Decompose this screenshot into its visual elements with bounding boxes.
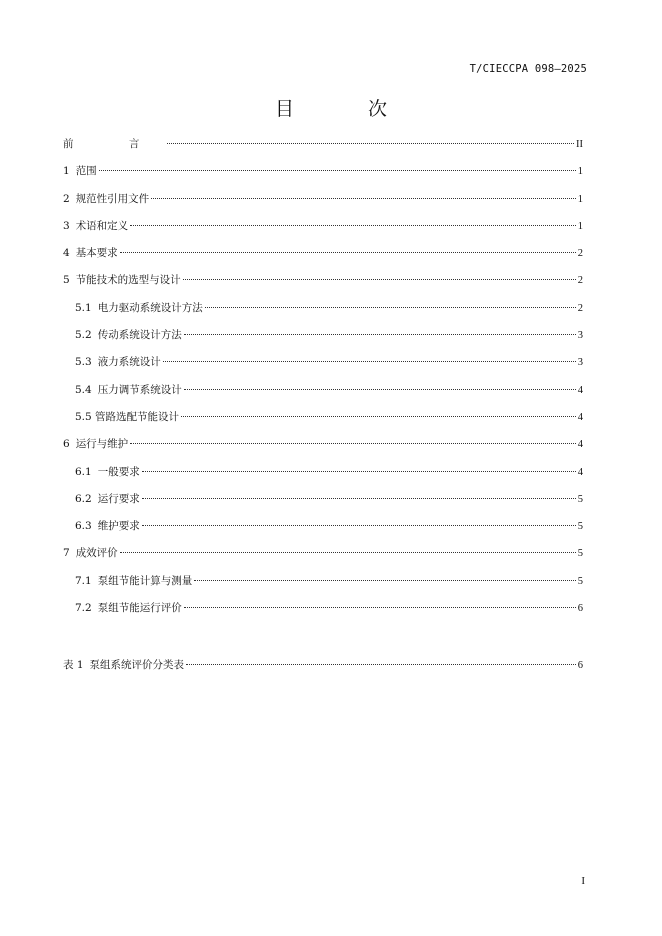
- toc-entry-label: 泵组节能计算与测量: [97, 574, 193, 587]
- toc-entry[interactable]: [63, 544, 583, 571]
- toc-entry-page: 6: [577, 603, 583, 615]
- toc-entry-number: 2: [63, 192, 70, 205]
- toc-entry-page: 1: [577, 193, 583, 205]
- toc-entry-number: 5.1: [75, 301, 92, 314]
- toc-entry-label: 泵组系统评价分类表: [89, 659, 185, 671]
- toc-dot-leader: [99, 170, 576, 171]
- toc-entry-label: 泵组节能运行评价: [97, 602, 182, 615]
- toc-dot-leader: [163, 361, 576, 362]
- toc-entry-number: 7.1: [75, 574, 92, 587]
- toc-entry-label: 维护要求: [97, 520, 140, 533]
- toc-entry-label: 传动系统设计方法: [97, 329, 182, 342]
- toc-entry[interactable]: [63, 408, 583, 435]
- toc-entry-number: 表 1: [63, 659, 84, 671]
- toc-entry-number: 7: [63, 547, 70, 560]
- toc-entry-number: 5: [63, 274, 70, 287]
- toc-dot-leader: [130, 443, 576, 444]
- toc-entry-label: 术语和定义: [75, 219, 129, 232]
- toc-entry[interactable]: [63, 381, 583, 408]
- toc-entry-page: 4: [577, 466, 583, 478]
- toc-entry-page: 5: [577, 521, 583, 533]
- page-title: 目 次: [274, 98, 422, 120]
- toc-entry-page: 5: [577, 575, 583, 587]
- toc-entry-number: 6.3: [75, 520, 92, 533]
- toc-entry[interactable]: [63, 190, 583, 217]
- toc-entry-label: 一般要求: [97, 465, 140, 478]
- toc-entry-number: 4: [63, 247, 70, 260]
- toc-entry-number: 6.2: [75, 492, 92, 505]
- toc-entry-page: 3: [577, 357, 583, 369]
- toc-entry[interactable]: [63, 517, 583, 544]
- toc-entry-label: 电力驱动系统设计方法: [97, 301, 203, 314]
- toc-entry-label: 运行与维护: [75, 438, 129, 451]
- toc-entry[interactable]: [63, 490, 583, 517]
- toc-dot-leader: [181, 416, 576, 417]
- toc-entry-page: 4: [577, 384, 583, 396]
- toc-entry-page: 4: [577, 411, 583, 423]
- toc-entry-number: 3: [63, 219, 70, 232]
- toc-entry-label: 液力系统设计: [97, 356, 161, 369]
- toc-dot-leader: [142, 498, 576, 499]
- toc-entry-page: 2: [577, 275, 583, 287]
- toc-entry-number: 6: [63, 438, 70, 451]
- toc-entry-number: 6.1: [75, 465, 92, 478]
- toc-dot-leader: [184, 389, 576, 390]
- toc-dot-leader: [130, 225, 576, 226]
- toc-entry[interactable]: [63, 572, 583, 599]
- toc-entry-label: 前 言: [63, 138, 166, 150]
- toc-entry[interactable]: [63, 244, 583, 271]
- toc-entry-label: 运行要求: [97, 492, 140, 505]
- toc-entry[interactable]: [63, 656, 583, 683]
- toc-entry[interactable]: [63, 217, 583, 244]
- toc-dot-leader: [194, 580, 576, 581]
- toc-entry-page: 5: [577, 548, 583, 560]
- toc-entry-label: 范围: [75, 165, 97, 178]
- toc-dot-leader: [205, 307, 576, 308]
- toc-entry-page: 1: [577, 220, 583, 232]
- toc-entry-label: 节能技术的选型与设计: [75, 274, 181, 287]
- toc-entry-number: 5.2: [75, 329, 92, 342]
- toc-entry-page: 6: [577, 660, 583, 671]
- toc-dot-leader: [142, 471, 576, 472]
- toc-entry-label: 压力调节系统设计: [97, 383, 182, 396]
- toc-dot-leader: [186, 664, 576, 665]
- toc-entry[interactable]: [63, 299, 583, 326]
- page-number: I: [581, 875, 585, 887]
- toc-entry-page: 2: [577, 302, 583, 314]
- document-code: T/CIECCPA 098—2025: [469, 63, 587, 75]
- toc-entry-label: 规范性引用文件: [75, 192, 150, 205]
- toc-dot-leader: [120, 252, 576, 253]
- toc-entry[interactable]: [63, 599, 583, 626]
- toc-dot-leader: [142, 525, 576, 526]
- toc-entry[interactable]: [63, 326, 583, 353]
- toc-entry-label: 成效评价: [75, 547, 118, 560]
- toc-entry[interactable]: [63, 271, 583, 298]
- toc-entry[interactable]: [63, 463, 583, 490]
- toc-entry-label: 基本要求: [75, 247, 118, 260]
- toc-entry-number: 5.3: [75, 356, 92, 369]
- toc-entry-number: 5.4: [75, 383, 92, 396]
- toc-entry-label: 5.5 管路选配节能设计: [75, 410, 180, 423]
- toc-dot-leader: [120, 552, 576, 553]
- toc-entry-page: 4: [577, 439, 583, 451]
- toc-dot-leader: [184, 334, 576, 335]
- toc-dot-leader: [151, 198, 576, 199]
- toc-entry[interactable]: [63, 162, 583, 189]
- toc-dot-leader: [184, 607, 576, 608]
- toc-entry[interactable]: [63, 135, 583, 162]
- toc-entry-page: 3: [577, 330, 583, 342]
- toc-entry[interactable]: [63, 353, 583, 380]
- toc-entry-page: II: [576, 139, 583, 150]
- toc-entry-page: 5: [577, 493, 583, 505]
- toc-entry-number: 7.2: [75, 602, 92, 615]
- table-of-contents: [63, 135, 583, 626]
- toc-dot-leader: [183, 279, 576, 280]
- toc-dot-leader: [167, 143, 574, 144]
- toc-entry-page: 2: [577, 248, 583, 260]
- list-of-tables: [63, 656, 583, 683]
- toc-entry-page: 1: [577, 166, 583, 178]
- toc-entry-number: 1: [63, 165, 70, 178]
- toc-entry[interactable]: [63, 435, 583, 462]
